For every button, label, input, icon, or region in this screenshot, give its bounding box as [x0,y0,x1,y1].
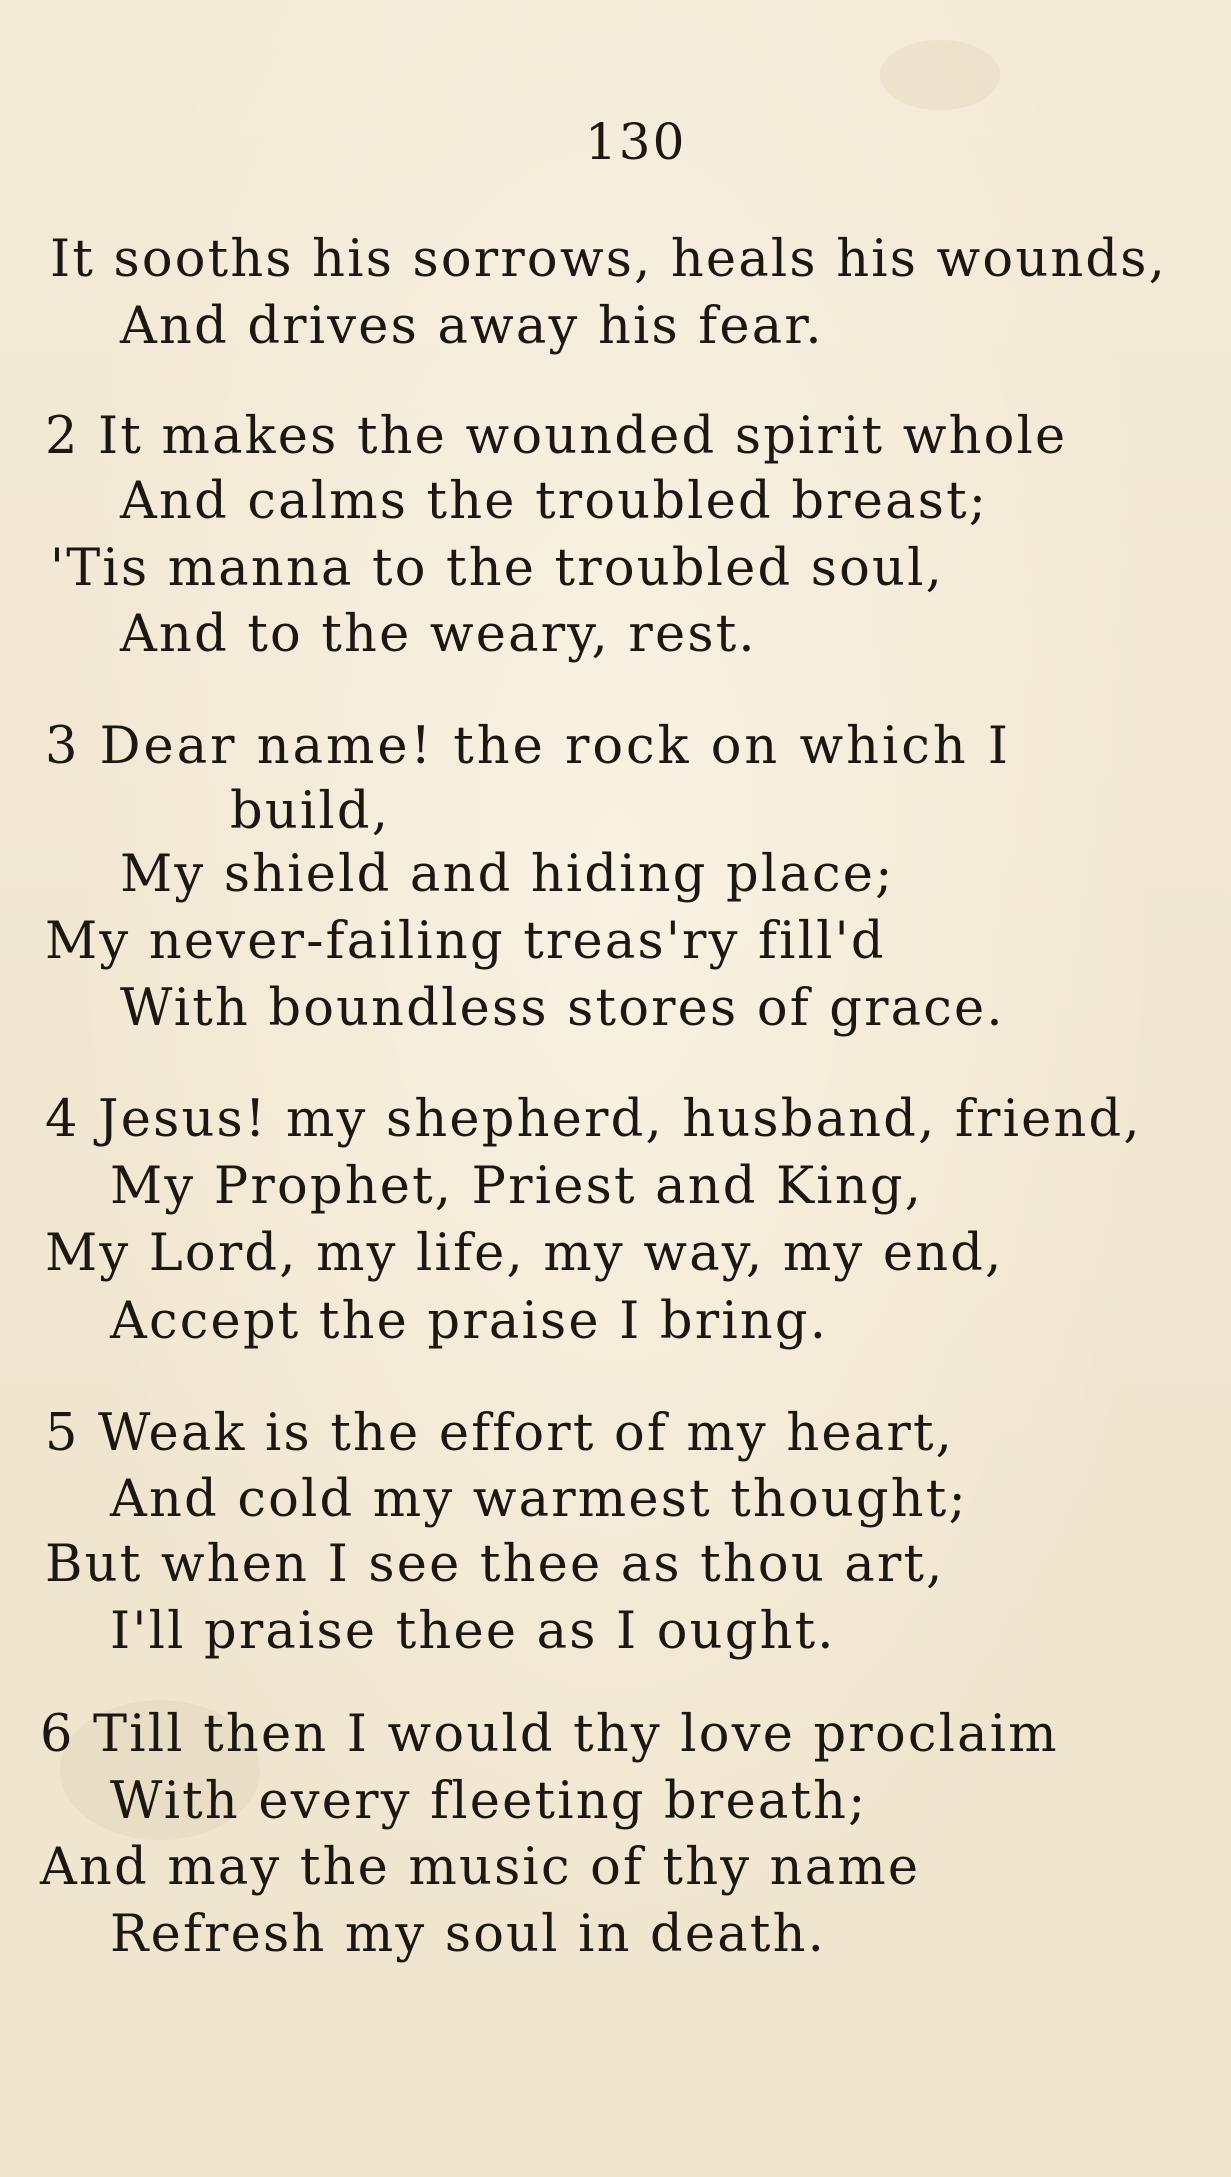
verse-line: 3 Dear name! the rock on which I [45,717,1012,776]
paper-stain [880,40,1000,110]
page-number: 130 [585,113,687,171]
verse-line: And may the music of thy name [40,1838,921,1897]
verse-line: It sooths his sorrows, heals his wounds, [50,230,1168,289]
verse-line: And calms the troubled breast; [120,472,989,531]
verse-line: 5 Weak is the effort of my heart, [45,1404,955,1463]
verse-line: 6 Till then I would thy love proclaim [40,1705,1059,1764]
verse-line: My shield and hiding place; [120,845,895,904]
verse-line: And cold my warmest thought; [110,1470,968,1529]
verse-line: 'Tis manna to the troubled soul, [50,539,945,598]
verse-line: I'll praise thee as I ought. [110,1602,836,1661]
verse-line: My never-failing treas'ry fill'd [45,912,886,971]
verse-line: 2 It makes the wounded spirit whole [45,407,1068,466]
verse-line: With boundless stores of grace. [120,979,1005,1038]
verse-line: My Prophet, Priest and King, [110,1157,924,1216]
verse-line: With every fleeting breath; [110,1772,868,1831]
verse-line: 4 Jesus! my shepherd, husband, friend, [45,1090,1142,1149]
verse-line: But when I see thee as thou art, [45,1535,945,1594]
verse-line: And to the weary, rest. [120,605,757,664]
verse-line: My Lord, my life, my way, my end, [45,1224,1004,1283]
verse-line: Refresh my soul in death. [110,1905,827,1964]
verse-line: And drives away his fear. [120,297,824,356]
verse-line: Accept the praise I bring. [110,1292,829,1351]
verse-line: build, [230,782,391,841]
